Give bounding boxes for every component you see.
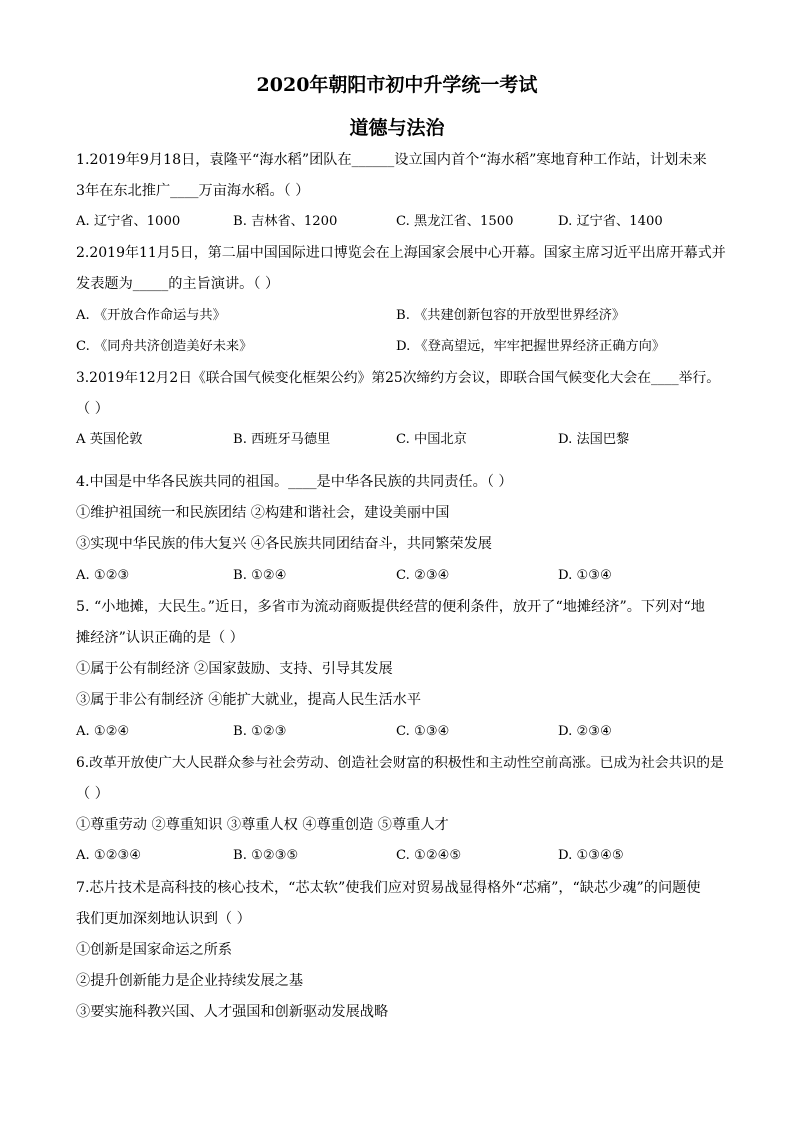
option-a: A. ①②③ [76, 568, 130, 583]
question-2-options-row-1 [76, 306, 726, 326]
option-a: A. ①②④ [76, 724, 130, 739]
option-b: B. 《共建创新包容的开放型世界经济》 [396, 308, 626, 323]
option-d: D. 辽宁省、1400 [558, 214, 663, 229]
question-4-line-2: ①维护祖国统一和民族团结 ②构建和谐社会，建设美丽中国 [76, 505, 450, 521]
question-5-line-2: 摊经济”认识正确的是（ ） [76, 630, 244, 646]
option-b: B. 西班牙马德里 [233, 432, 331, 447]
option-c: C. ①②④⑤ [396, 848, 462, 863]
question-4-line-3: ③实现中华民族的伟大复兴 ④各民族共同团结奋斗，共同繁荣发展 [76, 536, 492, 552]
question-1-line-1: 1.2019年9月18日，袁隆平“海水稻”团队在______设立国内首个“海水稻”寒地育种工作站，计划未来 [76, 152, 707, 168]
exam-title: 2020年朝阳市初中升学统一考试 [256, 74, 538, 96]
question-6-line-1: 6.改革开放使广大人民群众参与社会劳动、创造社会财富的积极性和主动性空前高涨。已成为社会共识的是 [76, 755, 724, 771]
option-a: A. 《开放合作命运与共》 [76, 308, 226, 323]
question-7-line-2: 我们更加深刻地认识到（ ） [76, 911, 251, 927]
question-5-line-3: ①属于公有制经济 ②国家鼓励、支持、引导其发展 [76, 661, 393, 677]
question-6-options [76, 846, 726, 866]
question-5-options [76, 722, 726, 742]
option-a: A. 辽宁省、1000 [76, 214, 181, 229]
question-3-line-1: 3.2019年12月2日《联合国气候变化框架公约》第25次缔约方会议，即联合国气候变化大会在____举行。 [76, 370, 721, 386]
option-d: D. ①③④ [558, 568, 612, 583]
question-2-options-row-2 [76, 337, 726, 357]
option-c: C. 黑龙江省、1500 [396, 214, 514, 229]
option-b: B. ①②③ [233, 724, 287, 739]
option-c: C. ①③④ [396, 724, 450, 739]
question-6-line-2: （ ） [76, 786, 109, 802]
option-c: C. ②③④ [396, 568, 450, 583]
option-b: B. ①②④ [233, 568, 287, 583]
question-4-line-1: 4.中国是中华各民族共同的祖国。____是中华各民族的共同责任。（ ） [76, 474, 513, 490]
option-c: C. 《同舟共济创造美好未来》 [76, 339, 253, 354]
question-2-line-1: 2.2019年11月5日，第二届中国国际进口博览会在上海国家会展中心开幕。国家主席习近平出席开幕式并 [76, 245, 726, 261]
question-7-line-5: ③要实施科教兴国、人才强国和创新驱动发展战略 [76, 1004, 389, 1020]
question-7-line-3: ①创新是国家命运之所系 [76, 942, 233, 958]
option-d: D. ①③④⑤ [558, 848, 624, 863]
question-6-line-3: ①尊重劳动 ②尊重知识 ③尊重人权 ④尊重创造 ⑤尊重人才 [76, 817, 449, 833]
question-5-line-4: ③属于非公有制经济 ④能扩大就业，提高人民生活水平 [76, 692, 422, 708]
question-1-line-2: 3年在东北推广____万亩海水稻。（ ） [76, 183, 310, 199]
question-5-line-1: 5. “小地摊，大民生。”近日，多省市为流动商贩提供经营的便利条件，放开了“地摊经济”。下列对“地 [76, 599, 705, 615]
question-2-line-2: 发表题为_____的主旨演讲。（ ） [76, 276, 280, 292]
option-d: D. 《登高望远，牢牢把握世界经济正确方向》 [396, 339, 666, 354]
option-d: D. ②③④ [558, 724, 612, 739]
question-4-options [76, 566, 726, 586]
option-d: D. 法国巴黎 [558, 432, 630, 447]
question-7-line-4: ②提升创新能力是企业持续发展之基 [76, 973, 304, 989]
option-b: B. 吉林省、1200 [233, 214, 338, 229]
question-7-line-1: 7.芯片技术是高科技的核心技术，“芯太软”使我们应对贸易战显得格外“芯痛”，“缺芯少魂”的问题使 [76, 880, 701, 896]
question-3-options [76, 430, 726, 450]
exam-subject: 道德与法治 [349, 117, 445, 139]
question-1-options [76, 212, 726, 232]
option-c: C. 中国北京 [396, 432, 467, 447]
option-a: A 英国伦敦 [76, 432, 143, 447]
option-b: B. ①②③⑤ [233, 848, 299, 863]
option-a: A. ①②③④ [76, 848, 142, 863]
question-3-line-2: （ ） [76, 401, 109, 417]
